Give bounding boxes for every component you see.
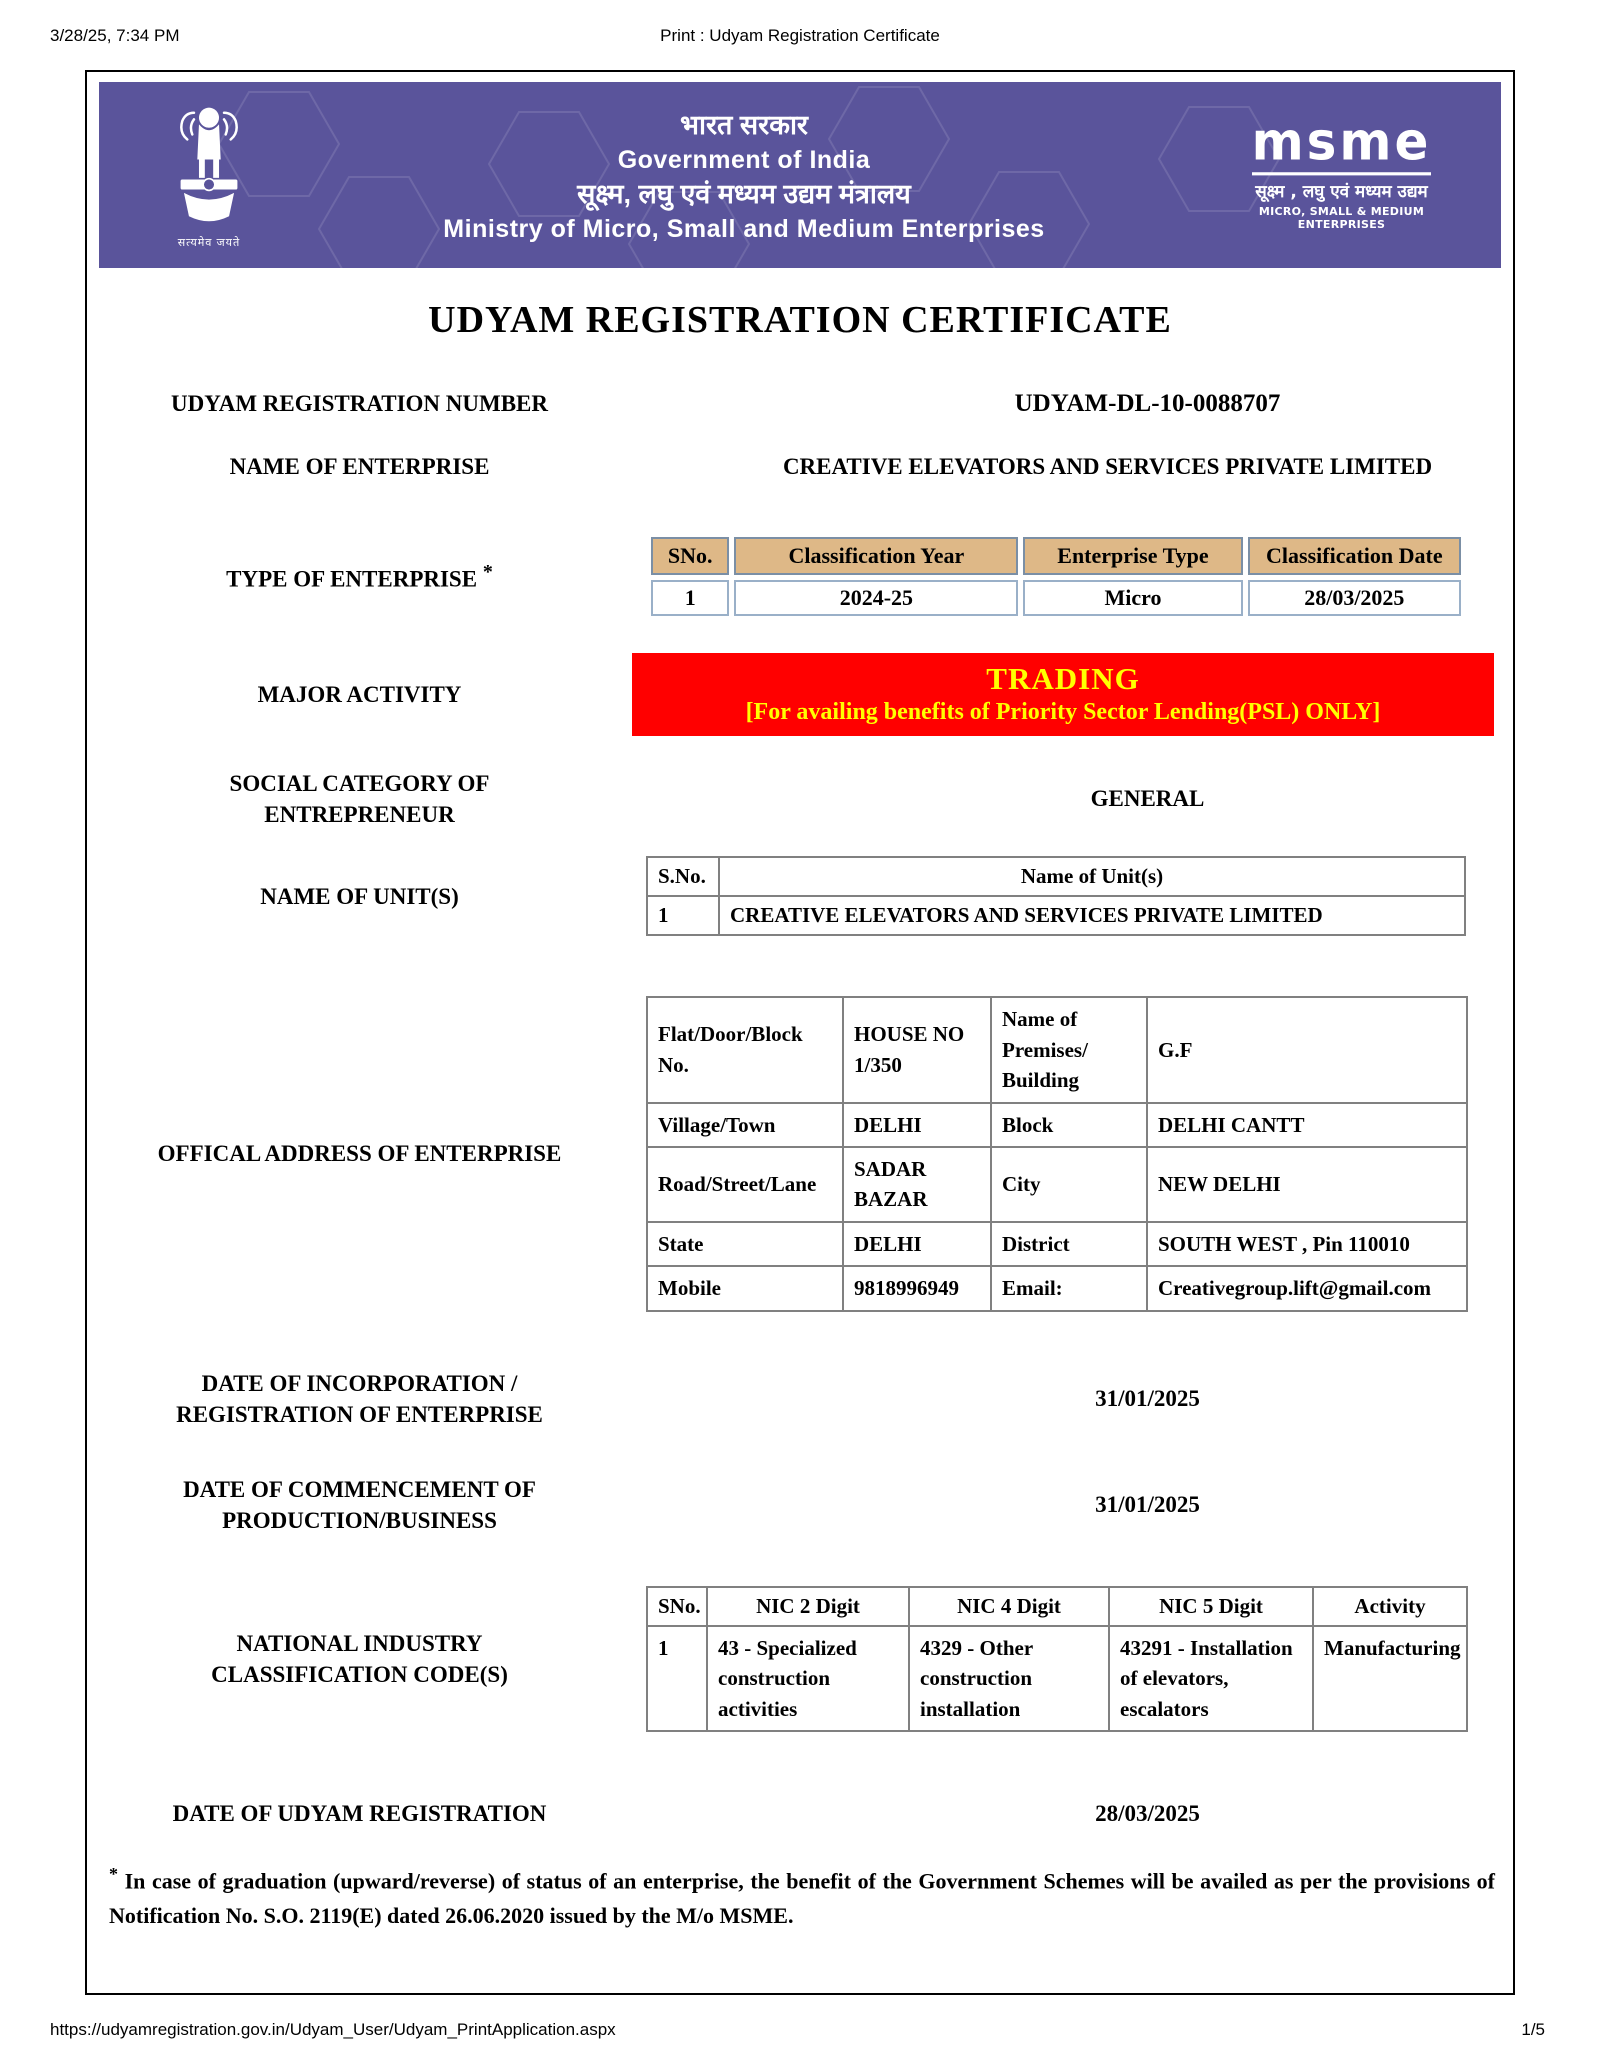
official-address-table xyxy=(646,996,1468,1312)
msme-logo-english: MICRO, SMALL & MEDIUM ENTERPRISES xyxy=(1258,204,1425,231)
govt-of-india-english: Government of India xyxy=(617,146,871,174)
address-premises-label: Name of Premises/ Building xyxy=(991,997,1147,1102)
nic-table xyxy=(646,1586,1468,1732)
address-road-label: Road/Street/Lane xyxy=(647,1147,843,1222)
footnote xyxy=(109,1861,1495,1933)
classification-header-sno: SNo. xyxy=(651,537,729,575)
address-flat-value: HOUSE NO 1/350 xyxy=(843,997,991,1102)
incorporation-date-row xyxy=(87,1368,1513,1430)
classification-header-row xyxy=(651,537,1461,575)
type-of-enterprise-label: TYPE OF ENTERPRISE * xyxy=(226,560,493,592)
address-row-flat xyxy=(647,997,1467,1102)
certificate-title: UDYAM REGISTRATION CERTIFICATE xyxy=(428,299,1172,341)
address-row-mobile xyxy=(647,1266,1467,1310)
address-row-road xyxy=(647,1147,1467,1222)
address-row-village xyxy=(647,1103,1467,1147)
address-row-state xyxy=(647,1222,1467,1266)
type-of-enterprise-row xyxy=(87,532,1513,621)
major-activity-value: TRADING xyxy=(986,661,1140,697)
major-activity-label: MAJOR ACTIVITY xyxy=(257,682,462,708)
units-table xyxy=(646,856,1466,936)
social-category-value: GENERAL xyxy=(1090,786,1205,812)
address-premises-value: G.F xyxy=(1147,997,1467,1102)
classification-date: 28/03/2025 xyxy=(1248,580,1461,616)
ministry-english: Ministry of Micro, Small and Medium Enterprises xyxy=(443,214,1045,243)
registration-number-row xyxy=(87,388,1513,419)
address-district-value: SOUTH WEST , Pin 110010 xyxy=(1147,1222,1467,1266)
nic-sno: 1 xyxy=(647,1626,707,1731)
address-block-value: DELHI CANTT xyxy=(1147,1103,1467,1147)
footnote-text: In case of graduation (upward/reverse) of status of an enterprise, the benefit of the Government Schemes will be availed as per the provisions of Notification No. S.O. 2119(E) dated 26.06.2020 issued by the M/o MSME. xyxy=(109,1868,1496,1928)
social-category-label: SOCIAL CATEGORY OF ENTREPRENEUR xyxy=(229,771,490,828)
units-header-row xyxy=(647,857,1465,896)
nic-activity: Manufacturing xyxy=(1313,1626,1467,1731)
certificate-frame xyxy=(85,70,1515,1995)
units-label: NAME OF UNIT(S) xyxy=(260,883,459,909)
major-activity-banner xyxy=(632,653,1494,736)
address-village-label: Village/Town xyxy=(647,1103,843,1147)
asterisk-note: * xyxy=(482,560,493,583)
major-activity-row xyxy=(87,653,1513,736)
udyam-date-label: DATE OF UDYAM REGISTRATION xyxy=(172,1801,547,1827)
address-district-label: District xyxy=(991,1222,1147,1266)
print-footer-page-number: 1/5 xyxy=(1521,2020,1545,2039)
msme-logo-hindi: सूक्ष्म , लघु एवं मध्यम उद्यम xyxy=(1255,181,1428,202)
classification-header-date: Classification Date xyxy=(1248,537,1461,575)
nic-label: NATIONAL INDUSTRY CLASSIFICATION CODE(S) xyxy=(211,1630,508,1688)
nic-header-5digit: NIC 5 Digit xyxy=(1109,1587,1313,1626)
units-data-row xyxy=(647,896,1465,935)
nic-4digit: 4329 - Other construction installation xyxy=(909,1626,1109,1731)
incorporation-date-label: DATE OF INCORPORATION / REGISTRATION OF ENTERPRISE xyxy=(176,1370,543,1427)
msme-logo xyxy=(1224,111,1459,231)
footnote-star: * xyxy=(109,1864,118,1885)
unit-sno: 1 xyxy=(647,896,719,935)
udyam-date-row xyxy=(87,1798,1513,1829)
incorporation-date-value: 31/01/2025 xyxy=(1095,1385,1200,1411)
emblem-of-india-icon xyxy=(167,101,251,233)
classification-data-row xyxy=(651,580,1461,616)
print-datetime: 3/28/25, 7:34 PM xyxy=(50,26,180,45)
nic-data-row xyxy=(647,1626,1467,1731)
classification-header-year: Classification Year xyxy=(734,537,1018,575)
address-state-value: DELHI xyxy=(843,1222,991,1266)
nic-2digit: 43 - Specialized construction activities xyxy=(707,1626,909,1731)
classification-table xyxy=(646,532,1466,621)
registration-number-value: UDYAM-DL-10-0088707 xyxy=(1014,389,1281,417)
classification-year: 2024-25 xyxy=(734,580,1018,616)
units-header-sno: S.No. xyxy=(647,857,719,896)
nic-header-activity: Activity xyxy=(1313,1587,1467,1626)
address-block-label: Block xyxy=(991,1103,1147,1147)
emblem-motto: सत्यमेव जयते xyxy=(177,236,241,249)
major-activity-psl-note: [For availing benefits of Priority Sector Lending(PSL) ONLY] xyxy=(745,699,1381,726)
classification-type: Micro xyxy=(1023,580,1242,616)
address-email-label: Email: xyxy=(991,1266,1147,1310)
commencement-date-row xyxy=(87,1474,1513,1536)
nic-header-2digit: NIC 2 Digit xyxy=(707,1587,909,1626)
commencement-date-value: 31/01/2025 xyxy=(1095,1491,1200,1517)
official-address-row xyxy=(87,996,1513,1312)
emblem-of-india xyxy=(154,101,264,250)
address-email-value: Creativegroup.lift@gmail.com xyxy=(1147,1266,1467,1310)
address-state-label: State xyxy=(647,1222,843,1266)
nic-5digit: 43291 - Installation of elevators, escalators xyxy=(1109,1626,1313,1731)
address-road-value: SADAR BAZAR xyxy=(843,1147,991,1222)
official-address-label: OFFICAL ADDRESS OF ENTERPRISE xyxy=(157,1141,562,1167)
address-mobile-label: Mobile xyxy=(647,1266,843,1310)
registration-number-label: UDYAM REGISTRATION NUMBER xyxy=(171,391,548,416)
nic-row xyxy=(87,1586,1513,1732)
nic-header-4digit: NIC 4 Digit xyxy=(909,1587,1109,1626)
browser-print-header xyxy=(0,26,1600,46)
enterprise-name-label: NAME OF ENTERPRISE xyxy=(229,454,490,480)
banner-titles xyxy=(264,104,1224,245)
address-mobile-value: 9818996949 xyxy=(843,1266,991,1310)
commencement-date-label: DATE OF COMMENCEMENT OF PRODUCTION/BUSINESS xyxy=(183,1476,536,1533)
social-category-row xyxy=(87,768,1513,830)
udyam-date-value: 28/03/2025 xyxy=(1095,1800,1200,1826)
units-header-name: Name of Unit(s) xyxy=(719,857,1465,896)
address-city-label: City xyxy=(991,1147,1147,1222)
msme-logo-wordmark-icon: msme xyxy=(1252,118,1432,175)
govt-of-india-hindi: भारत सरकार xyxy=(680,110,808,141)
unit-name: CREATIVE ELEVATORS AND SERVICES PRIVATE LIMITED xyxy=(719,896,1465,935)
ministry-hindi: सूक्ष्म, लघु एवं मध्यम उद्यम मंत्रालय xyxy=(577,179,911,209)
enterprise-name-row xyxy=(87,451,1513,482)
print-footer-url: https://udyamregistration.gov.in/Udyam_User/Udyam_PrintApplication.aspx xyxy=(50,2020,616,2039)
nic-header-row xyxy=(647,1587,1467,1626)
enterprise-name-value: CREATIVE ELEVATORS AND SERVICES PRIVATE LIMITED xyxy=(782,453,1433,479)
address-village-value: DELHI xyxy=(843,1103,991,1147)
print-title: Print : Udyam Registration Certificate xyxy=(660,26,940,45)
classification-sno: 1 xyxy=(651,580,729,616)
units-row xyxy=(87,856,1513,936)
nic-header-sno: SNo. xyxy=(647,1587,707,1626)
address-city-value: NEW DELHI xyxy=(1147,1147,1467,1222)
address-flat-label: Flat/Door/Block No. xyxy=(647,997,843,1102)
classification-header-type: Enterprise Type xyxy=(1023,537,1242,575)
government-banner xyxy=(99,82,1501,268)
